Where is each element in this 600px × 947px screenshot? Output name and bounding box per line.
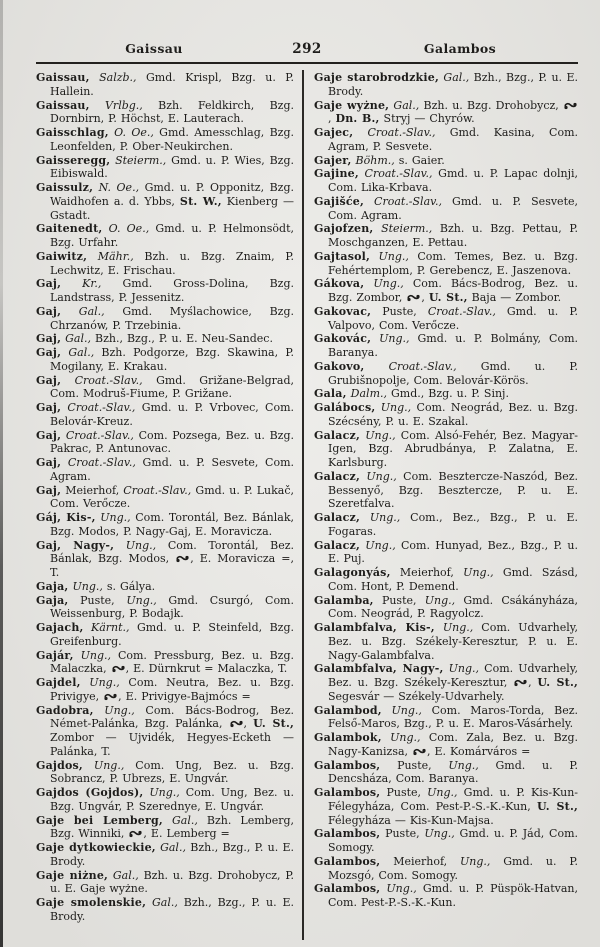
entry-text: Bzh., Bzg., P. u. E. Neu-Sandec. (91, 332, 273, 346)
entry-headword: Gaiwitz, (36, 249, 88, 263)
entry-bold-abbr: U. St., (253, 717, 295, 731)
entry-text: s. Gaier. (394, 153, 445, 167)
region-abbr: Ung., (448, 758, 479, 772)
entry-headword: Gaja, (36, 579, 69, 593)
region-abbr: Ung., (68, 579, 103, 593)
gazetteer-entry (36, 786, 294, 814)
entry-text: Puste, (373, 593, 425, 607)
entry-text: Gmd. Amesschlag, Bzg. Leonfelden, P. Ober-Neukirchen. (50, 126, 294, 153)
entry-headword: Galacz, (314, 538, 361, 552)
gazetteer-entry (36, 374, 294, 402)
gazetteer-entry (36, 429, 294, 457)
text-columns (36, 71, 578, 924)
entry-text: Com. Hunyad, Bez., Bzg., P. u. E. Puj. (328, 538, 578, 566)
gazetteer-entry (36, 126, 294, 154)
entry-text: Com. Neográd, Bez. u. Bzg. Szécsény, P. u. E. Szakal. (328, 401, 578, 428)
entry-text: Segesvár — Székely-Udvarhely. (328, 689, 505, 703)
entry-bold-abbr: U. St., (536, 799, 578, 813)
entry-headword: Gaj, (36, 373, 62, 387)
entry-text: Gmd. Grižane-Belgrad, Com. Modruš-Fiume, P. Grižane. (50, 373, 295, 401)
region-abbr: Gal., (61, 304, 105, 318)
entry-text: Bzh., Bzg., P. u. E. Brody. (50, 896, 295, 923)
entry-text: Gmd. u. P. Püspök-Hatvan, Com. Pest-P.-S.-K.-Kun. (328, 882, 578, 909)
entry-text: Bzh. Lemberg, Bzg. Winniki, (50, 813, 295, 841)
region-abbr: Ung., (424, 593, 456, 607)
entry-headword: Galambos, (314, 882, 381, 896)
region-abbr: Gal., (108, 868, 139, 882)
gazetteer-entry (36, 649, 294, 677)
entry-headword: Gaje niżne, (36, 868, 109, 882)
entry-text: Com. Temes, Bez. u. Bzg. Fehértemplom, P. Gerebencz, E. Jaszenova. (328, 249, 578, 277)
entry-headword: Gajofzen, (314, 222, 374, 236)
entry-text: Com. Torontál, Bez. Bánlak, Bzg. Modos, P. Nagy-Gaj, E. Moravicza. (50, 511, 294, 538)
gazetteer-entry (314, 731, 578, 759)
entry-headword: Gajine, (314, 167, 359, 181)
gazetteer-entry (314, 401, 578, 429)
entry-headword: Gaj, (36, 304, 62, 318)
region-abbr: Ung., (360, 511, 401, 524)
entry-text: Puste, (371, 304, 428, 318)
gazetteer-entry (36, 346, 294, 374)
entry-text: Puste, (380, 758, 449, 772)
gazetteer-entry (36, 814, 294, 842)
gazetteer-entry (36, 305, 294, 333)
region-abbr: Ung., (360, 538, 396, 552)
post-horn-icon (112, 665, 125, 673)
region-abbr: Ung., (427, 786, 458, 799)
post-horn-icon (514, 679, 527, 687)
entry-headword: Gajtasol, (314, 249, 371, 263)
entry-headword: Gaje dytkowieckie, (36, 841, 156, 854)
gazetteer-entry (314, 855, 578, 883)
gazetteer-entry (314, 566, 578, 594)
gazetteer-entry (36, 181, 294, 222)
entry-text: Gmd. u. P. Bolmány, Com. Baranya. (328, 332, 578, 359)
entry-text: Meierhof, (390, 566, 464, 579)
gazetteer-entry (36, 594, 294, 622)
region-abbr: Kärnt., (83, 621, 130, 634)
entry-text: , E. Privigye-Bajmócs = (118, 689, 251, 703)
gazetteer-entry (36, 401, 294, 429)
entry-text: , E. Moravicza =, T. (50, 552, 294, 579)
gazetteer-entry (36, 580, 294, 594)
region-abbr: Croat.-Slav., (61, 456, 136, 469)
region-abbr: Gal., (61, 332, 91, 346)
entry-text: Stryj — Chyrów. (379, 112, 475, 126)
entry-headword: Gaje smolenskie, (36, 896, 147, 909)
entry-text: , E. Dürnkrut = Malaczka, T. (125, 662, 288, 676)
entry-text: Com., Bez., Bzg., P. u. E. Fogaras. (328, 511, 579, 538)
entry-headword: Galambfalva, Kis-, (314, 621, 435, 634)
region-abbr: Gal., (61, 346, 95, 359)
entry-text: Puste, (68, 593, 127, 607)
entry-text: Com. Zala, Bez. u. Bzg. Nagy-Kanizsa, (328, 731, 578, 758)
gazetteer-entry (36, 759, 294, 787)
header-keyword-left: Gaissau (125, 41, 183, 56)
entry-headword: Galagonyás, (314, 566, 391, 579)
entry-text: , (421, 291, 429, 304)
entry-text: , (528, 676, 538, 689)
entry-text: Bzh. Feldkirch, Bzg. Dornbirn, P. Höchst, E. Lauterach. (50, 98, 295, 126)
gazetteer-entry (314, 882, 578, 910)
region-abbr: Croat.-Slav., (358, 167, 433, 181)
entry-text: Gmd. u. P. Helmonsödt, Bzg. Urfahr. (50, 222, 294, 249)
entry-text: Gmd. Csurgó, Com. Weissenburg, P. Bodajk. (50, 593, 294, 621)
entry-headword: Galambos, (314, 758, 381, 772)
entry-text: Gmd. Kasina, Com. Agram, P. Sesvete. (328, 126, 579, 153)
entry-text: Gmd. u. P. Grubišnopolje, Com. Belovár-Körös. (328, 359, 578, 387)
entry-headword: Gaj, (36, 483, 62, 497)
entry-text: Bzh., Bzg., P. u. E. Brody. (328, 71, 578, 98)
region-abbr: Gal., (146, 896, 178, 909)
post-horn-icon (129, 830, 142, 838)
region-abbr: Ung., (443, 662, 480, 676)
region-abbr: Croat.-Slav., (364, 194, 443, 208)
region-abbr: Croat.-Slav., (364, 359, 457, 373)
region-abbr: Vrlbg., (89, 98, 143, 112)
entry-headword: Gaje wyżne, (314, 98, 390, 112)
gazetteer-entry (314, 222, 578, 250)
entry-headword: Galambos, (314, 786, 381, 799)
region-abbr: Ung., (73, 648, 111, 662)
entry-text: Gmd. u. P. Kis-Kun-Félegyháza, Com. Pest-P.-S.-K.-Kun, (328, 786, 578, 813)
entry-headword: Gáj, Kis-, (36, 511, 96, 524)
entry-headword: Galambok, (314, 731, 382, 744)
entry-headword: Galambod, (314, 703, 382, 717)
entry-text: s. Gálya. (102, 579, 156, 593)
entry-text: Com. Udvarhely, Bez. u. Bzg. Székely-Keresztur, (328, 662, 578, 689)
entry-headword: Gajer, (314, 153, 352, 167)
entry-text: Gmd. u. P. Wies, Bzg. Eibiswald. (50, 153, 294, 181)
entry-text: Gmd. u. P. Sesvete, Com. Agram. (328, 194, 578, 222)
entry-text: Gmd. Myślachowice, Bzg. Chrzanów, P. Trzebinia. (50, 304, 294, 332)
entry-headword: Gaje bei Lemberg, (36, 813, 163, 827)
region-abbr: Ung., (95, 511, 131, 524)
scan-edge-shadow (0, 0, 3, 947)
region-abbr: Ung., (381, 703, 422, 717)
entry-text: Meierhof, (61, 483, 124, 497)
gazetteer-entry (314, 621, 578, 662)
region-abbr: Croat.-Slav., (61, 401, 136, 414)
entry-text: Gmd. Krispl, Bzg. u. P. Hallein. (50, 71, 294, 98)
header-rule (36, 62, 578, 64)
entry-bold-abbr: U. St., (537, 676, 579, 689)
entry-headword: Galambos, (314, 854, 381, 868)
entry-text: Baja — Zombor. (467, 291, 562, 304)
entry-text: Bzh. u. Bzg. Drohobycz, (419, 98, 564, 112)
entry-text: Kienberg — Gstadt. (50, 194, 294, 222)
gazetteer-entry (314, 277, 578, 305)
entry-headword: Galacz, (314, 511, 361, 524)
region-abbr: Ung., (360, 428, 396, 442)
gazetteer-entry (314, 195, 578, 223)
entry-text: Gmd. u. P. Sesvete, Com. Agram. (50, 456, 295, 483)
entry-bold-abbr: St. W., (179, 194, 222, 208)
entry-text: Puste, (380, 827, 425, 841)
entry-headword: Gaitenedt, (36, 222, 103, 236)
region-abbr: Ung., (126, 593, 157, 607)
region-abbr: Ung., (93, 703, 135, 717)
entry-text: Com. Bács-Bodrog, Bez. Német-Palánka, Bzg. Palánka, (50, 703, 295, 731)
entry-headword: Galacz, (314, 469, 361, 483)
entry-headword: Galambos, (314, 827, 381, 841)
gazetteer-entry (314, 387, 578, 401)
gazetteer-entry (36, 869, 294, 897)
region-abbr: N. Oe., (93, 181, 140, 194)
entry-text: Com. Maros-Torda, Bez. Felső-Maros, Bzg., P. u. E. Maros-Vásárhely. (328, 703, 578, 731)
gazetteer-entry (314, 429, 578, 470)
region-abbr: Ung., (371, 332, 410, 346)
region-abbr: Steierm., (373, 222, 433, 236)
gazetteer-entry (314, 511, 578, 539)
entry-text: , (243, 717, 254, 731)
entry-headword: Gajár, (36, 648, 74, 662)
gazetteer-entry (314, 154, 578, 168)
entry-headword: Gajišće, (314, 194, 364, 208)
header-keyword-right: Galambos (423, 41, 497, 56)
entry-headword: Gaisseregg, (36, 153, 111, 167)
entry-headword: Gaja, (36, 593, 69, 607)
entry-headword: Gaj, (36, 346, 62, 359)
region-abbr: Ung., (360, 469, 397, 483)
gazetteer-entry (36, 456, 294, 484)
region-abbr: Ung., (381, 731, 421, 744)
entry-bold-abbr: U. St., (428, 291, 468, 304)
entry-headword: Galábocs, (314, 401, 376, 414)
entry-text: Gmd. u. P. Opponitz, Bzg. Waidhofen a. d. Ybbs, (50, 181, 295, 208)
gazetteer-entry (314, 167, 578, 195)
gazetteer-entry (314, 305, 578, 333)
entry-headword: Gaissau, (36, 98, 90, 112)
entry-text: Com. Pressburg, Bez. u. Bzg. Malaczka, (50, 648, 294, 676)
region-abbr: Ung., (82, 758, 125, 772)
region-abbr: O. Oe., (102, 222, 150, 236)
region-abbr: Ung., (434, 621, 474, 634)
gazetteer-entry (36, 676, 294, 704)
entry-text: Bzh. Podgorze, Bzg. Skawina, P. Mogilany, E. Krakau. (50, 346, 294, 373)
entry-text: Meierhof, (380, 854, 461, 868)
entry-text: Com. Neutra, Bez. u. Bzg. Privigye, (50, 676, 294, 703)
gazetteer-entry (314, 662, 578, 703)
entry-headword: Gajach, (36, 621, 84, 634)
entry-bold-abbr: Dn. B., (335, 112, 380, 126)
entry-text: Zombor — Ujvidék, Hegyes-Ecketh — Palánka, T. (50, 731, 294, 758)
region-abbr: Gal., (162, 813, 198, 827)
entry-text: Com. Torontál, Bez. Bánlak, Bzg. Modos, (50, 538, 294, 566)
entry-headword: Gaje starobrodzkie, (314, 71, 439, 84)
region-abbr: Gal., (155, 841, 186, 854)
gazetteer-entry (36, 704, 294, 759)
entry-text: Gmd. Csákányháza, Com. Neográd, P. Ragyolcz. (328, 593, 578, 621)
gazetteer-entry (314, 470, 578, 511)
entry-headword: Gaissulz, (36, 181, 94, 194)
gazetteer-entry (314, 827, 578, 855)
entry-headword: Galambfalva, Nagy-, (314, 662, 444, 676)
post-horn-icon (230, 720, 243, 728)
post-horn-icon (413, 748, 426, 756)
entry-headword: Gala, (314, 387, 347, 401)
entry-headword: Gadobra, (36, 703, 94, 717)
entry-text: , E. Lemberg = (143, 827, 230, 841)
post-horn-icon (564, 102, 577, 110)
gazetteer-entry (314, 332, 578, 360)
post-horn-icon (176, 555, 189, 563)
gazetteer-entry (314, 360, 578, 388)
entry-text: Gmd. u. P. Dencsháza, Com. Baranya. (328, 758, 578, 786)
region-abbr: Mähr., (87, 249, 134, 263)
gazetteer-entry (36, 539, 294, 580)
entry-text: Gmd. u. P. Vrbovec, Com. Belovár-Kreuz. (50, 401, 295, 428)
region-abbr: Böhm., (351, 153, 395, 167)
post-horn-icon (407, 294, 420, 302)
page-number: 292 (292, 41, 322, 57)
region-abbr: Kr., (61, 277, 102, 291)
gazetteer-entry (36, 154, 294, 182)
entry-headword: Gaj, Nagy-, (36, 538, 115, 552)
gazetteer-entry (314, 539, 578, 567)
entry-headword: Gaj, (36, 332, 62, 346)
gazetteer-entry (36, 222, 294, 250)
gazetteer-entry (314, 704, 578, 732)
region-abbr: Ung., (364, 277, 404, 291)
entry-text: Gmd. u. P. Mozsgó, Com. Somogy. (328, 854, 579, 882)
gazetteer-entry (36, 621, 294, 649)
gazetteer-entry (36, 71, 294, 99)
region-abbr: Croat.-Slav., (61, 373, 143, 387)
entry-text: Gmd. Szásd, Com. Hont, P. Demend. (328, 566, 579, 593)
entry-headword: Gákova, (314, 277, 365, 291)
entry-text: Com. Besztercze-Naszód, Bez. Bessenyő, Bzg. Besztercze, P. u. E. Szeretfalva. (328, 469, 578, 511)
entry-text: Com. Pozsega, Bez. u. Bzg. Pakrac, P. Antunovac. (50, 428, 294, 456)
entry-headword: Gaj, (36, 401, 62, 414)
gazetteer-entry (36, 277, 294, 305)
region-abbr: Croat.-Slav., (123, 483, 192, 497)
entry-text: Gmd. u. P. Lukač, Com. Verőcze. (50, 483, 295, 511)
region-abbr: Steierm., (110, 153, 167, 167)
region-abbr: Croat.-Slav., (427, 304, 496, 318)
entry-headword: Gaj, (36, 428, 62, 442)
right-column (314, 71, 578, 924)
entry-text: Bzh., Bzg., P. u. E. Brody. (50, 841, 294, 868)
gazetteer-entry (314, 99, 578, 127)
entry-text: Bzh. u. Bzg. Pettau, P. Moschganzen, E. Pettau. (328, 222, 578, 249)
entry-headword: Gajdos, (36, 758, 83, 772)
entry-text: Félegyháza — Kis-Kun-Majsa. (328, 813, 494, 827)
entry-headword: Gajdel, (36, 676, 81, 689)
entry-headword: Gajdos (Gojdos), (36, 786, 144, 799)
entry-text: Gmd., Bzg. u. P. Sinj. (387, 387, 509, 401)
gazetteer-entry (314, 759, 578, 787)
region-abbr: Gal., (438, 71, 470, 84)
entry-headword: Gaj, (36, 456, 62, 469)
entry-headword: Galacz, (314, 428, 361, 442)
gazetteer-entry (36, 250, 294, 278)
gazetteer-entry (314, 126, 578, 154)
region-abbr: Salzb., (89, 71, 137, 84)
entry-headword: Galamba, (314, 593, 374, 607)
region-abbr: Ung., (380, 882, 417, 896)
region-abbr: Ung., (463, 566, 494, 579)
region-abbr: Ung., (143, 786, 180, 799)
entry-text: Gmd. u. P. Lapac dolnji, Com. Lika-Krbava. (328, 167, 579, 194)
entry-headword: Gaj, (36, 277, 62, 291)
entry-text: Com. Udvarhely, Bez. u. Bzg. Székely-Keresztur, P. u. E. Nagy-Galambfalva. (328, 621, 578, 662)
gazetteer-entry (36, 332, 294, 346)
entry-text: Gmd. Gross-Dolina, Bzg. Landstrass, P. Jessenitz. (50, 277, 294, 304)
entry-text: Com. Bács-Bodrog, Bez. u. Bzg. Zombor, (328, 277, 578, 304)
region-abbr: Ung., (375, 401, 412, 414)
entry-text: , (328, 112, 336, 126)
gazetteer-entry (36, 896, 294, 924)
region-abbr: Dalm., (346, 387, 387, 401)
entry-text: Puste, (380, 786, 428, 799)
region-abbr: Ung., (370, 249, 409, 263)
gazetteer-entry (314, 71, 578, 99)
region-abbr: Ung., (80, 676, 120, 689)
entry-text: Gmd. u. P. Valpovo, Com. Verőcze. (328, 304, 578, 332)
entry-headword: Gakovo, (314, 359, 365, 373)
entry-text: Bzh. u. Bzg. Drohobycz, P. u. E. Gaje wyżne. (50, 868, 295, 896)
entry-headword: Gaissau, (36, 71, 90, 84)
entry-text: Com. Ung, Bez. u. Bzg. Sobrancz, P. Ubrezs, E. Ungvár. (50, 758, 294, 786)
entry-text: Bzh. u. Bzg. Znaim, P. Lechwitz, E. Frischau. (50, 249, 295, 277)
region-abbr: Ung., (424, 827, 455, 841)
entry-headword: Gakovác, (314, 332, 372, 346)
region-abbr: Croat.-Slav., (353, 126, 436, 139)
gazetteer-entry (36, 511, 294, 539)
entry-text: Gmd. u. P. Steinfeld, Bzg. Greifenburg. (50, 621, 294, 648)
region-abbr: O. Oe., (108, 126, 154, 139)
entry-text: Com. Ung, Bez. u. Bzg. Ungvár, P. Szerednye, E. Ungvár. (50, 786, 294, 813)
gazetteer-entry (36, 841, 294, 869)
page-header (36, 41, 578, 57)
entry-headword: Gajec, (314, 126, 354, 139)
gazetteer-entry (314, 786, 578, 827)
region-abbr: Croat.-Slav., (61, 428, 134, 442)
gazetteer-entry (314, 594, 578, 622)
entry-text: , E. Komárváros = (427, 744, 531, 758)
region-abbr: Gal., (389, 98, 420, 112)
entry-text: Gmd. u. P. Jád, Com. Somogy. (328, 827, 578, 854)
entry-headword: Gakovac, (314, 304, 372, 318)
gazetteer-entry (36, 484, 294, 512)
left-column (36, 71, 294, 924)
entry-text: Com. Alsó-Fehér, Bez. Magyar-Igen, Bzg. Abrudbánya, P. Zalatna, E. Karlsburg. (328, 428, 578, 469)
gazetteer-entry (36, 99, 294, 127)
region-abbr: Ung., (460, 854, 491, 868)
region-abbr: Ung., (114, 538, 157, 552)
post-horn-icon (104, 693, 117, 701)
entry-headword: Gaisschlag, (36, 126, 109, 139)
gazetteer-entry (314, 250, 578, 278)
